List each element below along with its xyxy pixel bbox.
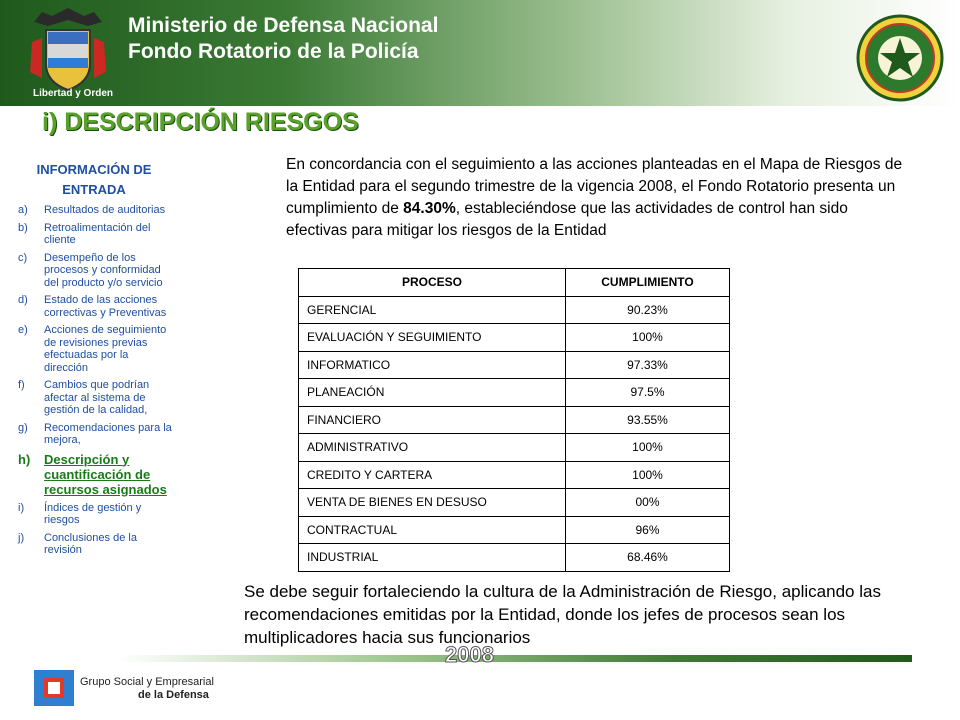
sidebar-heading: INFORMACIÓN DE ENTRADA [36,162,152,197]
closing-paragraph: Se debe seguir fortaleciendo la cultura de la Administración de Riesgo, aplicando las recomendaciones emitidas por la Entidad, donde los jefes de procesos sean los multiplicadores hacia sus funcionarios [244,582,881,647]
table-row: ADMINISTRATIVO 100% [299,434,730,462]
ministry-title: Ministerio de Defensa Nacional [128,14,439,37]
group-logo-icon [34,670,74,706]
agenda-item-c: c) Desempeño de los procesos y conformidad del producto y/o servicio [18,251,163,289]
header-proceso: PROCESO [299,269,566,297]
agenda-item-h-link[interactable]: h) Descripción y cuantificación de recursos asignados [18,451,167,497]
agenda-list [14,204,174,557]
table-row: INFORMATICO 97.33% [299,351,730,379]
header-banner [0,0,960,106]
table-row: PLANEACIÓN 97.5% [299,379,730,407]
agenda-item-j: j) Conclusiones de la revisión [18,531,137,556]
compliance-table [298,268,730,572]
fund-title: Fondo Rotatorio de la Policía [128,40,419,63]
table-row: GERENCIAL 90.23% [299,296,730,324]
police-seal-icon [856,14,944,102]
table-row: VENTA DE BIENES EN DESUSO 00% [299,489,730,517]
agenda-item-d: d) Estado de las acciones correctivas y Preventivas [18,294,167,319]
header-cumplimiento: CUMPLIMIENTO [566,269,730,297]
agenda-item-a: a) Resultados de auditorias [18,204,166,216]
footer-divider [118,655,912,662]
footer-year: 2008 [445,642,494,667]
table-row: CONTRACTUAL 96% [299,516,730,544]
agenda-item-e: e) Acciones de seguimiento de revisiones previas efectuadas por la dirección [18,324,167,374]
group-name-line1: Grupo Social y Empresarial [80,676,214,688]
intro-paragraph: En concordancia con el seguimiento a las acciones planteadas en el Mapa de Riesgos de la Entidad para el segundo trimestre de la vigencia 2008, el Fondo Rotatorio presenta un cumplimiento de 84.30%, estableciéndose que las actividades de control han sido efectivas para mitigar los riesgos de la Entidad [286,156,903,239]
agenda-item-f: f) Cambios que podrían afectar al sistema de gestión de la calidad, [18,379,150,416]
crest-caption: Libertad y Orden [32,88,113,99]
agenda-item-g: g) Recomendaciones para la mejora, [18,421,172,446]
coat-of-arms-icon [12,2,124,102]
page-title: i) DESCRIPCIÓN RIESGOS [42,108,359,136]
agenda-item-i: i) Índices de gestión y riesgos [18,501,142,526]
group-name-line2: de la Defensa [138,689,209,701]
table-row: EVALUACIÓN Y SEGUIMIENTO 100% [299,324,730,352]
table-row: CREDITO Y CARTERA 100% [299,461,730,489]
table-header-row [299,269,730,297]
agenda-item-b: b) Retroalimentación del cliente [18,221,151,246]
agenda-sidebar [14,160,174,562]
table-row: INDUSTRIAL 68.46% [299,544,730,572]
compliance-highlight: 84.30% [403,200,456,217]
table-row: FINANCIERO 93.55% [299,406,730,434]
